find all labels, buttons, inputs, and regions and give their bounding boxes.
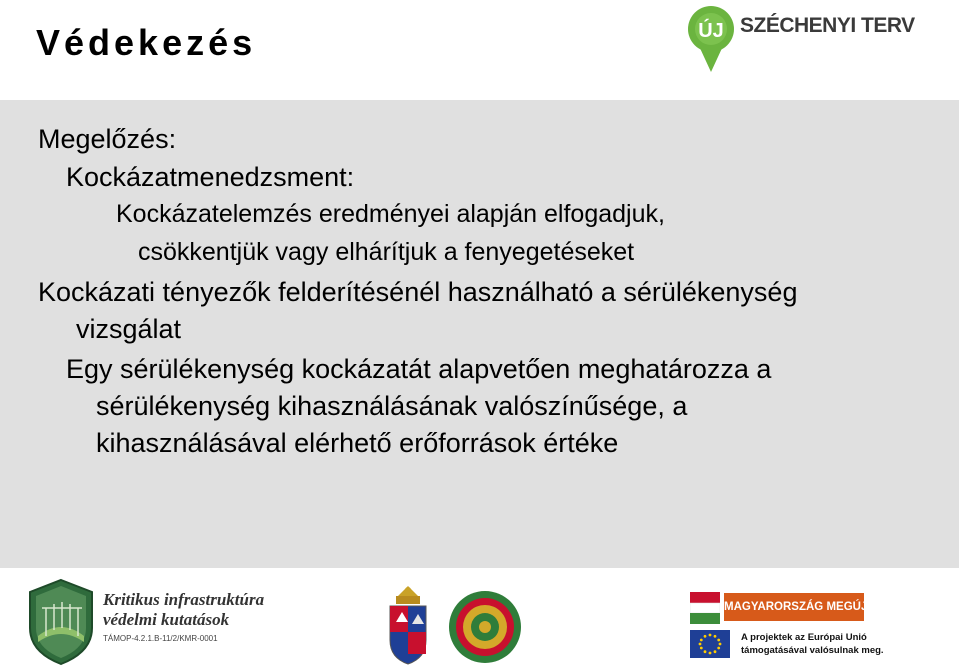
- hungarian-flag-icon: [690, 592, 720, 624]
- text-line-1: Megelőzés:: [38, 124, 177, 154]
- national-seal-icon: [448, 590, 522, 664]
- text-line-2: Kockázatmenedzsment:: [66, 162, 355, 192]
- szechenyi-pin-icon: [686, 4, 736, 74]
- text-line-9: kihasználásával elérhető erőforrások értéke: [96, 428, 619, 458]
- slide-title: Védekezés: [36, 22, 257, 63]
- text-line-8: sérülékenység kihasználásának valószínűsége, a: [96, 391, 688, 421]
- project-title-line-2: védelmi kutatások: [103, 610, 230, 629]
- kik-shield-icon: [28, 578, 94, 666]
- logo-badge-text: ÚJ: [698, 20, 724, 42]
- text-line-7: Egy sérülékenység kockázatát alapvetően meghatározza a: [66, 354, 772, 384]
- szechenyi-terv-logo: [686, 4, 926, 74]
- city-crest-icon: [386, 582, 430, 666]
- eu-support-line-2: támogatásával valósulnak meg.: [741, 645, 884, 656]
- text-line-5: Kockázati tényezők felderítésénél használható a sérülékenység: [38, 277, 798, 307]
- szechenyi-logo-text: SZÉCHENYI TERV: [740, 14, 915, 37]
- eu-support-text: [741, 631, 884, 657]
- project-title-line-1: Kritikus infrastruktúra: [103, 590, 265, 609]
- text-line-6: vizsgálat: [76, 314, 182, 344]
- project-code: TÁMOP-4.2.1.B-11/2/KMR-0001: [103, 634, 218, 643]
- eu-flag-icon: [690, 630, 730, 658]
- project-title: [103, 590, 264, 630]
- text-line-4: csökkentjük vagy elhárítjuk a fenyegetéseket: [138, 238, 635, 266]
- eu-support-line-1: A projektek az Európai Unió: [741, 632, 867, 643]
- slide-footer: [0, 568, 959, 671]
- slide-content: [0, 100, 959, 568]
- magyarorszag-megujul-banner: MAGYARORSZÁG MEGÚJUL: [724, 593, 864, 621]
- slide-header: [0, 0, 959, 100]
- text-line-3: Kockázatelemzés eredményei alapján elfogadjuk,: [116, 200, 665, 228]
